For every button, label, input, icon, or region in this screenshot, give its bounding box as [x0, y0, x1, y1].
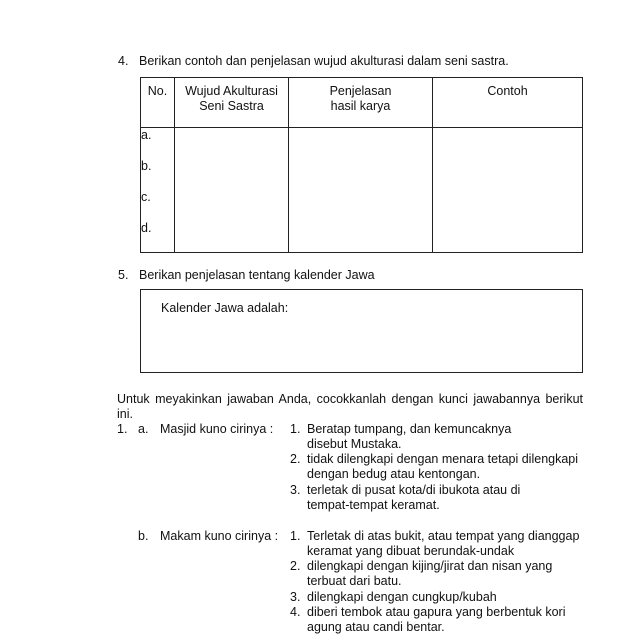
intro-line-2: ini.	[117, 407, 133, 421]
key-number: 1.	[117, 422, 128, 436]
intro-line-1: Untuk meyakinkan jawaban Anda, cocokkanlah dengan kunci jawabannya berikut	[117, 392, 583, 406]
key-b-item-2-number: 2.	[290, 559, 301, 573]
key-a-item-1-line-1: Beratap tumpang, dan kemuncaknya	[307, 422, 512, 436]
question-5-text: Berikan penjelasan tentang kalender Jawa	[139, 268, 375, 282]
contoh-answer-cell[interactable]	[433, 128, 583, 253]
penjelasan-answer-cell[interactable]	[289, 128, 433, 253]
question-4-text: Berikan contoh dan penjelasan wujud akulturasi dalam seni sastra.	[139, 54, 509, 68]
key-a-item-3-line-1: terletak di pusat kota/di ibukota atau di	[307, 483, 521, 497]
row-letters-cell	[141, 128, 175, 253]
key-a-item-3-line-2: tempat-tempat keramat.	[307, 498, 440, 512]
table-header-row	[141, 78, 583, 128]
key-b-item-4-line-2: agung atau candi bentar.	[307, 620, 445, 634]
key-b-item-4-number: 4.	[290, 605, 301, 619]
key-b-item-4-line-1: diberi tembok atau gapura yang berbentuk kori	[307, 605, 566, 619]
key-b-label: Makam kuno cirinya :	[160, 529, 279, 543]
calendar-answer-box[interactable]	[140, 289, 583, 373]
key-a-item-2-number: 2.	[290, 452, 301, 466]
question-4-number: 4.	[118, 54, 129, 68]
key-b-letter: b.	[138, 529, 149, 543]
key-a-label: Masjid kuno cirinya :	[160, 422, 274, 436]
key-b-item-1-line-1: Terletak di atas bukit, atau tempat yang dianggap	[307, 529, 580, 543]
question-5-number: 5.	[118, 268, 129, 282]
row-letter-b: b.	[141, 159, 152, 173]
key-a-item-1-line-2: disebut Mustaka.	[307, 437, 402, 451]
key-b-item-1-number: 1.	[290, 529, 301, 543]
table-body-row	[141, 128, 583, 253]
key-b-item-3-line-1: dilengkapi dengan cungkup/kubah	[307, 590, 497, 604]
header-contoh: Contoh	[433, 78, 583, 128]
row-letter-d: d.	[141, 221, 152, 235]
acculturation-table	[140, 77, 583, 253]
key-a-letter: a.	[138, 422, 149, 436]
header-penjelasan: Penjelasan hasil karya	[289, 78, 433, 128]
row-letter-c: c.	[141, 190, 151, 204]
key-a-item-2-line-2: dengan bedug atau kentongan.	[307, 467, 481, 481]
wujud-answer-cell[interactable]	[175, 128, 289, 253]
key-b-item-1-line-2: keramat yang dibuat berundak-undak	[307, 544, 515, 558]
header-wujud: Wujud Akulturasi Seni Sastra	[175, 78, 289, 128]
key-a-item-2-line-1: tidak dilengkapi dengan menara tetapi dilengkapi	[307, 452, 579, 466]
key-b-item-2-line-2: terbuat dari batu.	[307, 574, 402, 588]
key-b-item-3-number: 3.	[290, 590, 301, 604]
key-b-item-2-line-1: dilengkapi dengan kijing/jirat dan nisan yang	[307, 559, 553, 573]
header-no: No.	[141, 78, 175, 128]
row-letter-a: a.	[141, 128, 152, 142]
calendar-answer-prompt: Kalender Jawa adalah:	[161, 301, 289, 315]
key-a-item-3-number: 3.	[290, 483, 301, 497]
key-a-item-1-number: 1.	[290, 422, 301, 436]
